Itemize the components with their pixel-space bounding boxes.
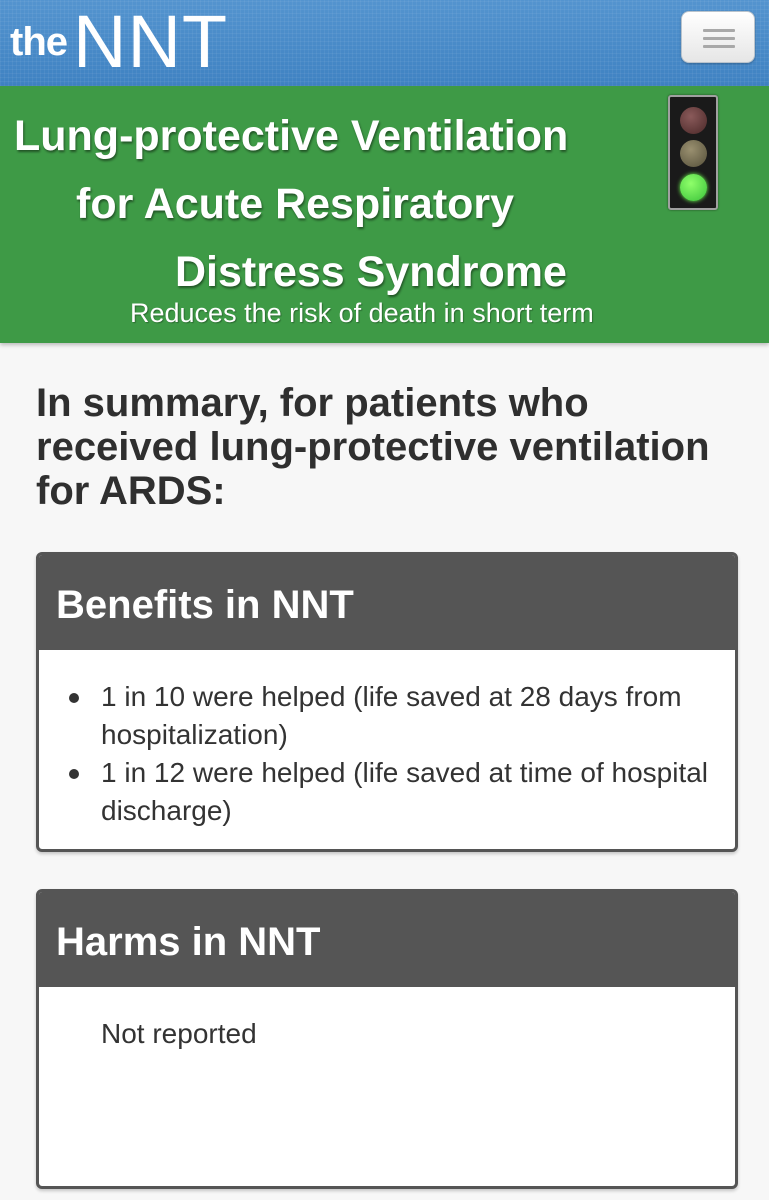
harms-title: Harms in NNT (39, 892, 735, 987)
menu-bar (703, 29, 735, 32)
treatment-subtitle: Reduces the risk of death in short term (130, 298, 594, 328)
hamburger-menu-icon[interactable] (681, 11, 755, 63)
site-logo[interactable] (10, 0, 229, 83)
traffic-light-green-icon (668, 95, 718, 210)
summary-heading: In summary, for patients who received lung-protective ventilation for ARDS: (36, 381, 710, 513)
title-line: Distress Syndrome (175, 248, 567, 296)
benefits-title: Benefits in NNT (39, 555, 735, 650)
harms-text: Not reported (101, 1018, 257, 1049)
logo-prefix: the (10, 20, 67, 64)
green-lamp (680, 174, 707, 201)
benefit-text: 1 in 12 were helped (life saved at time of hospital discharge) (101, 757, 709, 826)
red-lamp (680, 107, 707, 134)
bullet-icon (69, 769, 79, 779)
title-line: Lung-protective Ventilation (14, 112, 569, 160)
benefits-body (39, 650, 735, 850)
treatment-title (0, 102, 640, 306)
list-item (101, 754, 715, 830)
harms-body (39, 987, 735, 1073)
title-line: for Acute Respiratory (76, 180, 515, 228)
logo-main: NNT (73, 0, 229, 83)
menu-bar (703, 37, 735, 40)
yellow-lamp (680, 140, 707, 167)
harms-panel (36, 889, 738, 1189)
treatment-banner (0, 86, 769, 343)
list-item (101, 678, 715, 754)
benefits-panel (36, 552, 738, 852)
bullet-icon (69, 693, 79, 703)
top-navbar (0, 0, 769, 86)
benefit-text: 1 in 10 were helped (life saved at 28 days from hospitalization) (101, 681, 682, 750)
menu-bar (703, 45, 735, 48)
benefits-list (101, 678, 715, 830)
